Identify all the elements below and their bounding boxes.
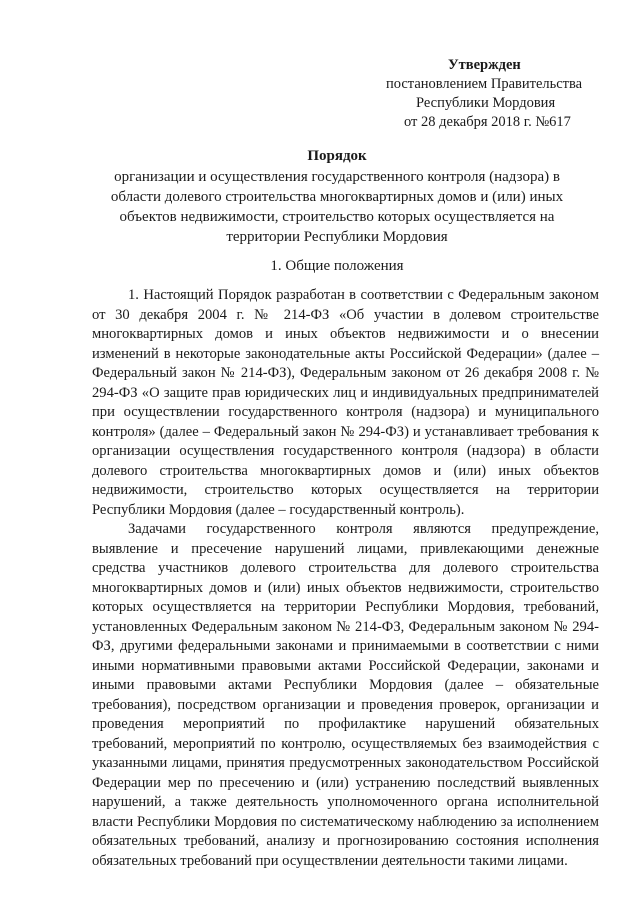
document-title: Порядок: [307, 148, 367, 164]
approval-line: постановлением Правительства: [386, 76, 583, 92]
approval-line: Республики Мордовия: [416, 95, 556, 111]
approval-date-line: от 28 декабря 2018 г. №617: [404, 114, 571, 130]
body-paragraph: Задачами государственного контроля являются предупреждение, выявление и пресечение нарушений лицами, привлекающими денежные средства участников долевого строительства для долевого строительства многоквартирных домов и (или) иных объектов недвижимости, строительство которых осуществляется на территории Республики Мордовия, требований, установленных Федеральным законом № 214-ФЗ, Федеральным законом № 294-ФЗ, другими федеральными законами и принимаемыми в соответствии с ними иными нормативными правовыми актами Российской Федерации, законами и иными правовыми актами Республики Мордовия (далее – обязательные требования), посредством организации и проведения проверок, организации и проведения мероприятий по профилактике нарушений обязательных требований, мероприятий по контролю, осуществляемых без взаимодействия с указанными лицами, принятия предусмотренных законодательством Российской Федерации мер по пресечению и (или) устранению последствий выявленных нарушений, а также деятельность уполномоченного органа исполнительной власти Республики Мордовия по систематическому наблюдению за исполнением обязательных требований, анализу и прогнозированию состояния исполнения обязательных требований при осуществлении деятельности такими лицами.: [92, 521, 599, 869]
section-heading: 1. Общие положения: [270, 258, 404, 274]
body-paragraph: 1. Настоящий Порядок разработан в соответствии с Федеральным законом от 30 декабря 2004 г. № 214-ФЗ «Об участии в долевом строительстве многоквартирных домов и иных объектов недвижимости и о внесении изменений в некоторые законодательные акты Российской Федерации» (далее – Федеральный закон № 214-ФЗ), Федеральным законом от 26 декабря 2008 г. № 294-ФЗ «О защите прав юридических лиц и индивидуальных предпринимателей при осуществлении государственного контроля (надзора) и муниципального контроля» (далее – Федеральный закон № 294-ФЗ) и устанавливает требования к организации осуществления государственного контроля (надзора) в области долевого строительства многоквартирных домов и (или) иных объектов недвижимости, строительство которых осуществляется на территории Республики Мордовия (далее – государственный контроль).: [92, 287, 599, 518]
approval-stamp: [370, 56, 610, 132]
document-title-block: [92, 146, 582, 247]
document-body: [92, 286, 599, 871]
approval-title: Утвержден: [448, 57, 521, 73]
document-subtitle: организации и осуществления государственного контроля (надзора) в области долевого строительства многоквартирных домов и (или) иных объектов недвижимости, строительство которых осуществляется на территории Республики Мордовия: [110, 169, 564, 245]
